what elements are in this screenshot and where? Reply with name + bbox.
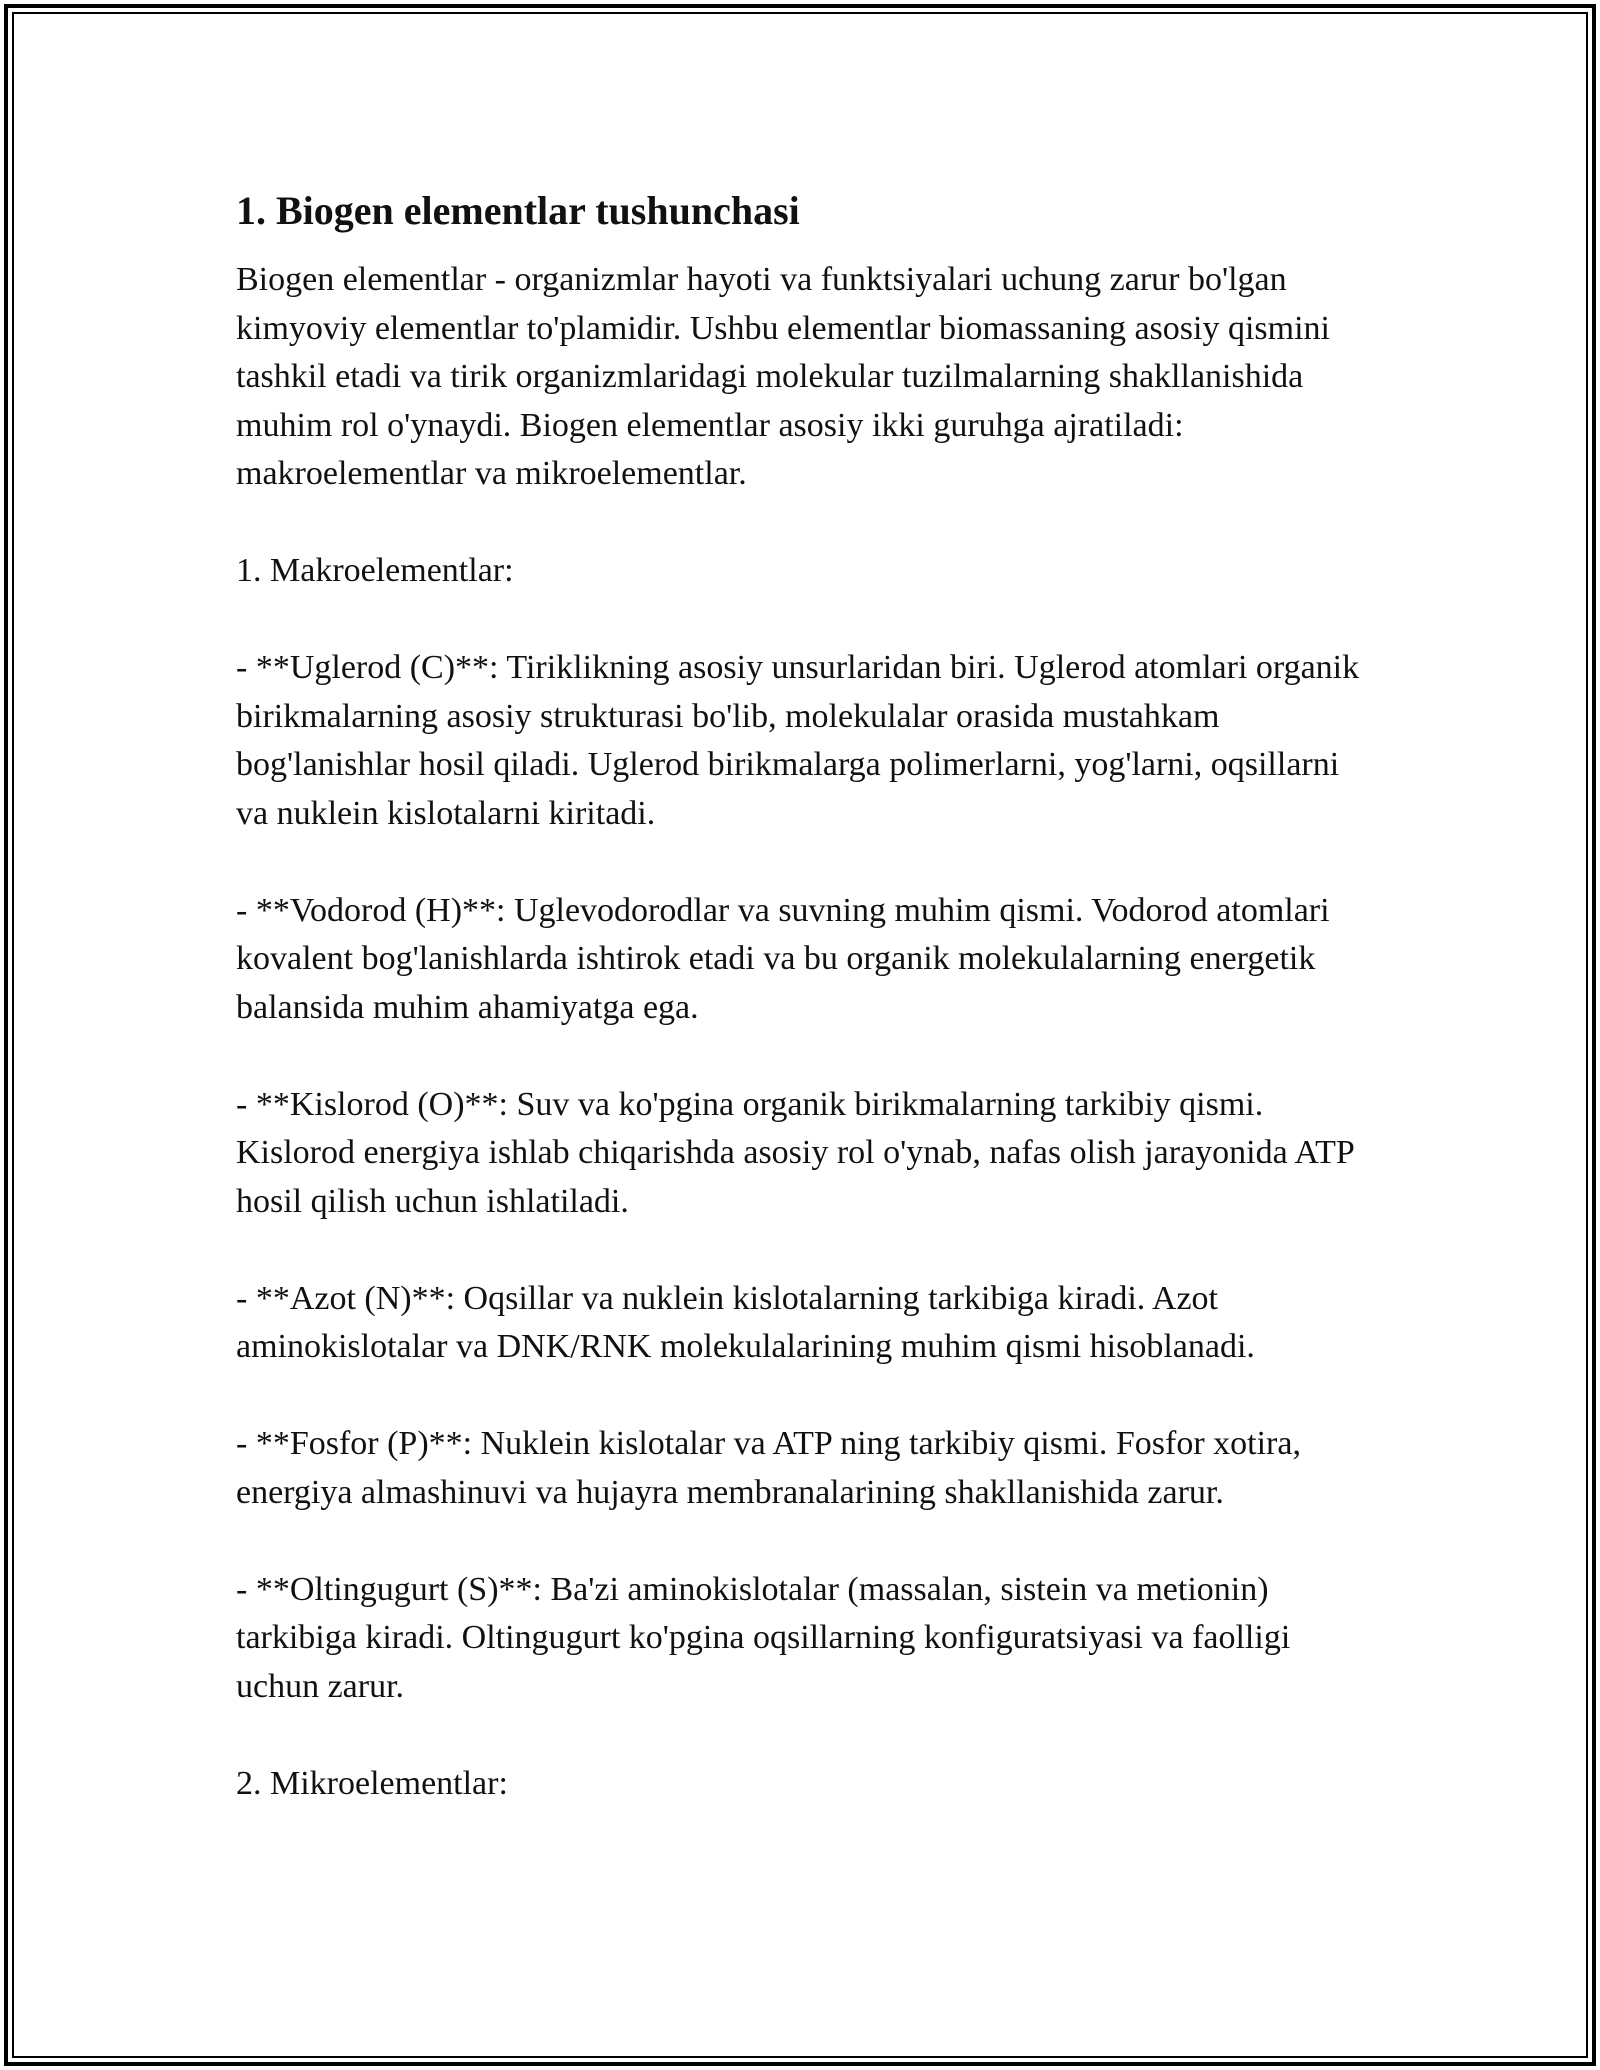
oxygen-paragraph: - **Kislorod (O)**: Suv va ko'pgina organik birikmalarning tarkibiy qismi. Kislorod energiya ishlab chiqarishda asosiy rol o'ynab, nafas olish jarayonida ATP hosil qilish uchun ishlatiladi. xyxy=(236,1085,1354,1220)
nitrogen-paragraph: - **Azot (N)**: Oqsillar va nuklein kislotalarning tarkibiga kiradi. Azot aminokislotalar va DNK/RNK molekulalarining muhim qismi hisoblanadi. xyxy=(236,1279,1255,1365)
section-heading: 1. Biogen elementlar tushunchasi xyxy=(236,188,800,233)
carbon-paragraph: - **Uglerod (C)**: Tiriklikning asosiy unsurlaridan biri. Uglerod atomlari organik birikmalarning asosiy strukturasi bo'lib, molekulalar orasida mustahkam bog'lanishlar hosil qiladi. Uglerod birikmalarga polimerlarni, yog'larni, oqsillarni va nuklein kislotalarni kiritadi. xyxy=(236,649,1360,832)
sulfur-paragraph: - **Oltingugurt (S)**: Ba'zi aminokislotalar (massalan, sistein va metionin) tarkibiga kiradi. Oltingugurt ko'pgina oqsillarning konfiguratsiyasi va faolligi uchun zarur. xyxy=(236,1570,1291,1705)
microelements-subheading: 2. Mikroelementlar: xyxy=(236,1764,508,1802)
intro-paragraph: Biogen elementlar - organizmlar hayoti va funktsiyalari uchung zarur bo'lgan kimyoviy elementlar to'plamidir. Ushbu elementlar biomassaning asosiy qismini tashkil etadi va tirik organizmlaridagi molekular tuzilmalarning shakllanishida muhim rol o'ynaydi. Biogen elementlar asosiy ikki guruhga ajratiladi: makroelementlar va mikroelementlar. xyxy=(236,261,1330,492)
hydrogen-paragraph: - **Vodorod (H)**: Uglevodorodlar va suvning muhim qismi. Vodorod atomlari kovalent bog'lanishlarda ishtirok etadi va bu organik molekulalarning energetik balansida muhim ahamiyatga ega. xyxy=(236,891,1330,1026)
document-body xyxy=(236,186,1366,1857)
macroelements-subheading: 1. Makroelementlar: xyxy=(236,552,514,589)
phosphorus-paragraph: - **Fosfor (P)**: Nuklein kislotalar va ATP ning tarkibiy qismi. Fosfor xotira, energiya almashinuvi va hujayra membranalarining shakllanishida zarur. xyxy=(236,1425,1301,1511)
